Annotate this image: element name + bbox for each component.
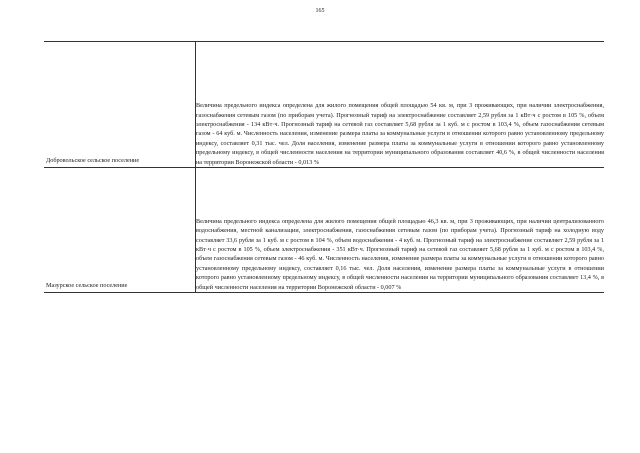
index-description: Величина предельного индекса определена для жилого помещения общей площадью 46,3 кв. м, при 3 проживающих, при наличии централизованного водоснабжения, местной канализации, электроснабжения, газоснабжения сетевым газом (по приборам учета). Прогнозный тариф на холодную воду составляет 33,6 рубля за 1 куб. м с ростом в 104 %, объем водоснабжения - 4 куб. м. Прогнозный тариф на электроснабжение составляет 2,59 рубля за 1 кВт·ч с ростом в 105 %, объем электроснабжения - 351 кВт·ч. Прогнозный тариф на сетевой газ составляет 5,68 рубля за 1 куб. м с ростом в 103,4 %, объем газоснабжения сетевым газом - 46 куб. м. Численность населения, изменение размера платы за коммунальные услуги в отношении которого равно установленному предельному индексу, составляет 0,16 тыс. чел. Доля населения, изменение размера платы за коммунальные услуги в отношении которого равно установленному предельному индексу, в общей численности населения на территории муниципального образования составляет 13,4 %, в общей численности населения на территории Воронежской области - 0,007 % [196, 168, 605, 293]
settlements-table [44, 41, 604, 293]
settlement-name: Добровольское сельское поселение [46, 157, 140, 165]
table-row [44, 168, 604, 293]
settlement-name-cell [44, 168, 196, 293]
table-row [44, 42, 604, 168]
page-number: 165 [315, 8, 325, 14]
settlement-name-cell [44, 42, 196, 168]
settlement-name: Мазурское сельское поселение [46, 282, 128, 290]
index-description: Величина предельного индекса определена для жилого помещения общей площадью 54 кв. м, при 3 проживающих, при наличии электроснабжения, газоснабжения сетевым газом (по приборам учета). Прогнозный тариф на электроснабжение составляет 2,59 рубля за 1 кВт·ч с ростом в 105 %, объем электроснабжения - 134 кВт·ч. Прогнозный тариф на сетевой газ составляет 5,68 рубля за 1 куб. м с ростом в 103,4 %, объем газоснабжения сетевым газом - 64 куб. м. Численность населения, изменение размера платы за коммунальные услуги в отношении которого равно установленному предельному индексу, составляет 0,31 тыс. чел. Доля населения, изменение размера платы за коммунальные услуги в отношении которого равно установленному предельному индексу, в общей численности населения на территории муниципального образования составляет 40,6 %, в общей численности населения на территории Воронежской области - 0,013 % [196, 42, 605, 168]
